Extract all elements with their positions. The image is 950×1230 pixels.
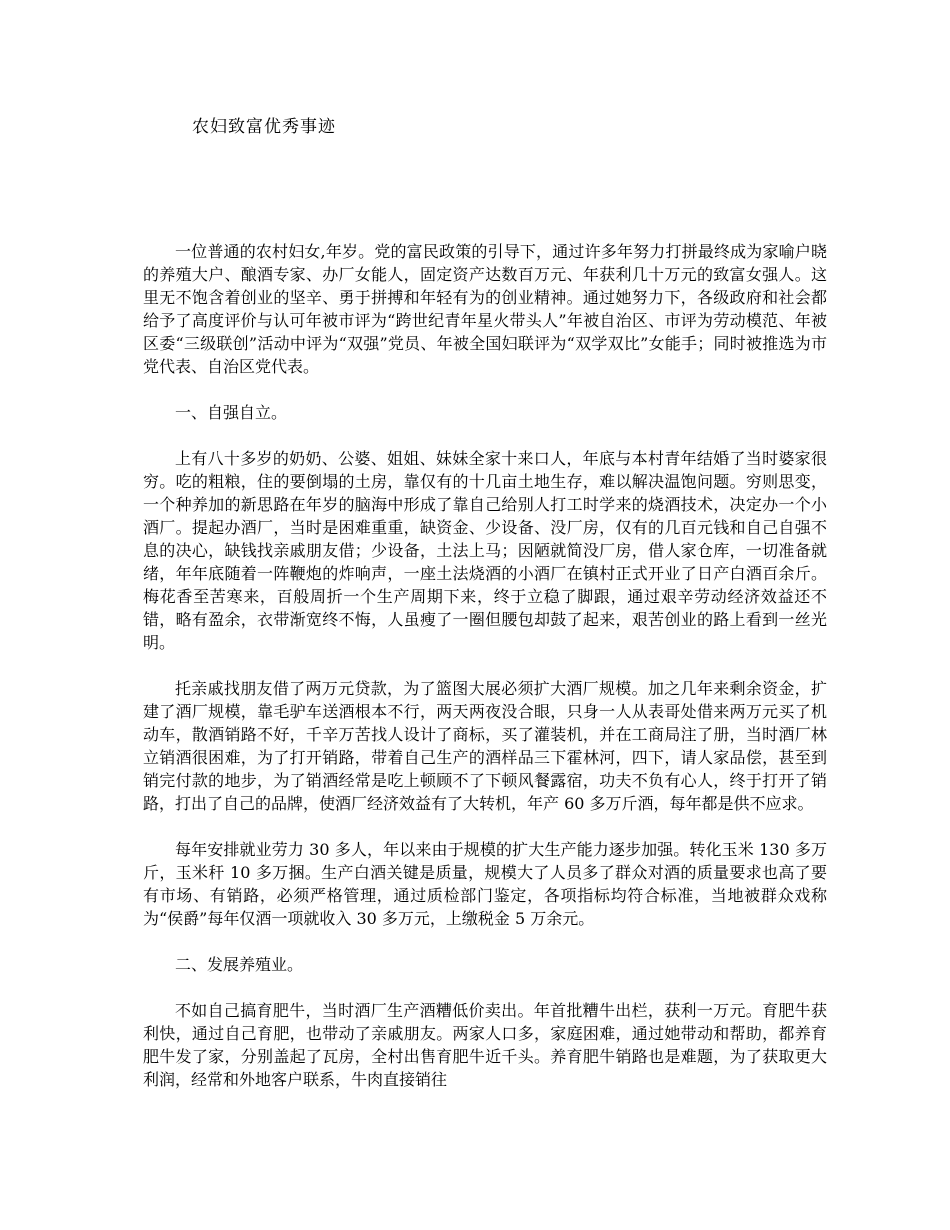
- body-paragraph: 每年安排就业劳力 30 多人，年以来由于规模的扩大生产能力逐步加强。转化玉米 130 多万斤，玉米秆 10 多万捆。生产白酒关键是质量，规模大了人员多了群众对酒的质量要求也高了要有市场、有销路，必须严格管理，通过质检部门鉴定，各项指标均符合标准，当地被群众戏称为“侯爵”每年仅酒一项就收入 30 多万元，上缴税金 5 万余元。: [143, 840, 827, 928]
- section-heading-2: 二、发展养殖业。: [175, 955, 304, 974]
- body-paragraph: 上有八十多岁的奶奶、公婆、姐姐、妹妹全家十来口人，年底与本村青年结婚了当时婆家很穷。吃的粗粮，住的要倒塌的土房，靠仅有的十几亩土地生存，难以解决温饱问题。穷则思变，一个种养加的新思路在年岁的脑海中形成了靠自己给别人打工时学来的烧酒技术，决定办一个小酒厂。提起办酒厂，当时是困难重重，缺资金、少设备、没厂房，仅有的几百元钱和自己自强不息的决心，缺钱找亲戚朋友借；少设备，土法上马；因陋就简没厂房，借人家仓库，一切准备就绪，年年底随着一阵鞭炮的炸响声，一座土法烧酒的小酒厂在镇村正式开业了日产白酒百余斤。梅花香至苦寒来，百般周折一个生产周期下来，终于立稳了脚跟，通过艰辛劳动经济效益还不错，略有盈余，衣带渐宽终不悔，人虽瘦了一圈但腰包却鼓了起来，艰苦创业的路上看到一丝光明。: [143, 449, 827, 652]
- intro-paragraph: 一位普通的农村妇女,年岁。党的富民政策的引导下，通过许多年努力打拼最终成为家喻户晓的养殖大户、酿酒专家、办厂女能人，固定资产达数百万元、年获利几十万元的致富女强人。这里无不饱含着创业的坚辛、勇于拼搏和年轻有为的创业精神。通过她努力下，各级政府和社会都给予了高度评价与认可年被市评为“跨世纪青年星火带头人”年被自治区、市评为劳动模范、年被区委“三级联创”活动中评为“双强”党员、年被全国妇联评为“双学双比”女能手；同时被推选为市党代表、自治区党代表。: [143, 242, 827, 376]
- body-paragraph: 不如自己搞育肥牛，当时酒厂生产酒糟低价卖出。年首批糟牛出栏，获利一万元。育肥牛获利快，通过自己育肥，也带动了亲戚朋友。两家人口多，家庭困难，通过她带动和帮助，都养育肥牛发了家，分别盖起了瓦房，全村出售育肥牛近千头。养育肥牛销路也是难题，为了获取更大利润，经常和外地客户联系，牛肉直接销往: [143, 1001, 827, 1089]
- document-body: [143, 240, 827, 1114]
- document-title: 农妇致富优秀事迹: [192, 117, 336, 137]
- section-heading-1: 一、自强自立。: [175, 403, 288, 422]
- body-paragraph: 托亲戚找朋友借了两万元贷款，为了篮图大展必须扩大酒厂规模。加之几年来剩余资金，扩建了酒厂规模，靠毛驴车送酒根本不行，两天两夜没合眼，只身一人从表哥处借来两万元买了机动车，散酒销路不好，千辛万苦找人设计了商标，买了灌装机，并在工商局注了册，当时酒厂林立销酒很困难，为了打开销路，带着自己生产的酒样品三下霍林河，四下，请人家品偿，甚至到销完付款的地步，为了销酒经常是吃上顿顾不了下顿风餐露宿，功夫不负有心人，终于打开了销路，打出了自己的品牌，使酒厂经济效益有了大转机，年产 60 多万斤酒，每年都是供不应求。: [143, 679, 827, 813]
